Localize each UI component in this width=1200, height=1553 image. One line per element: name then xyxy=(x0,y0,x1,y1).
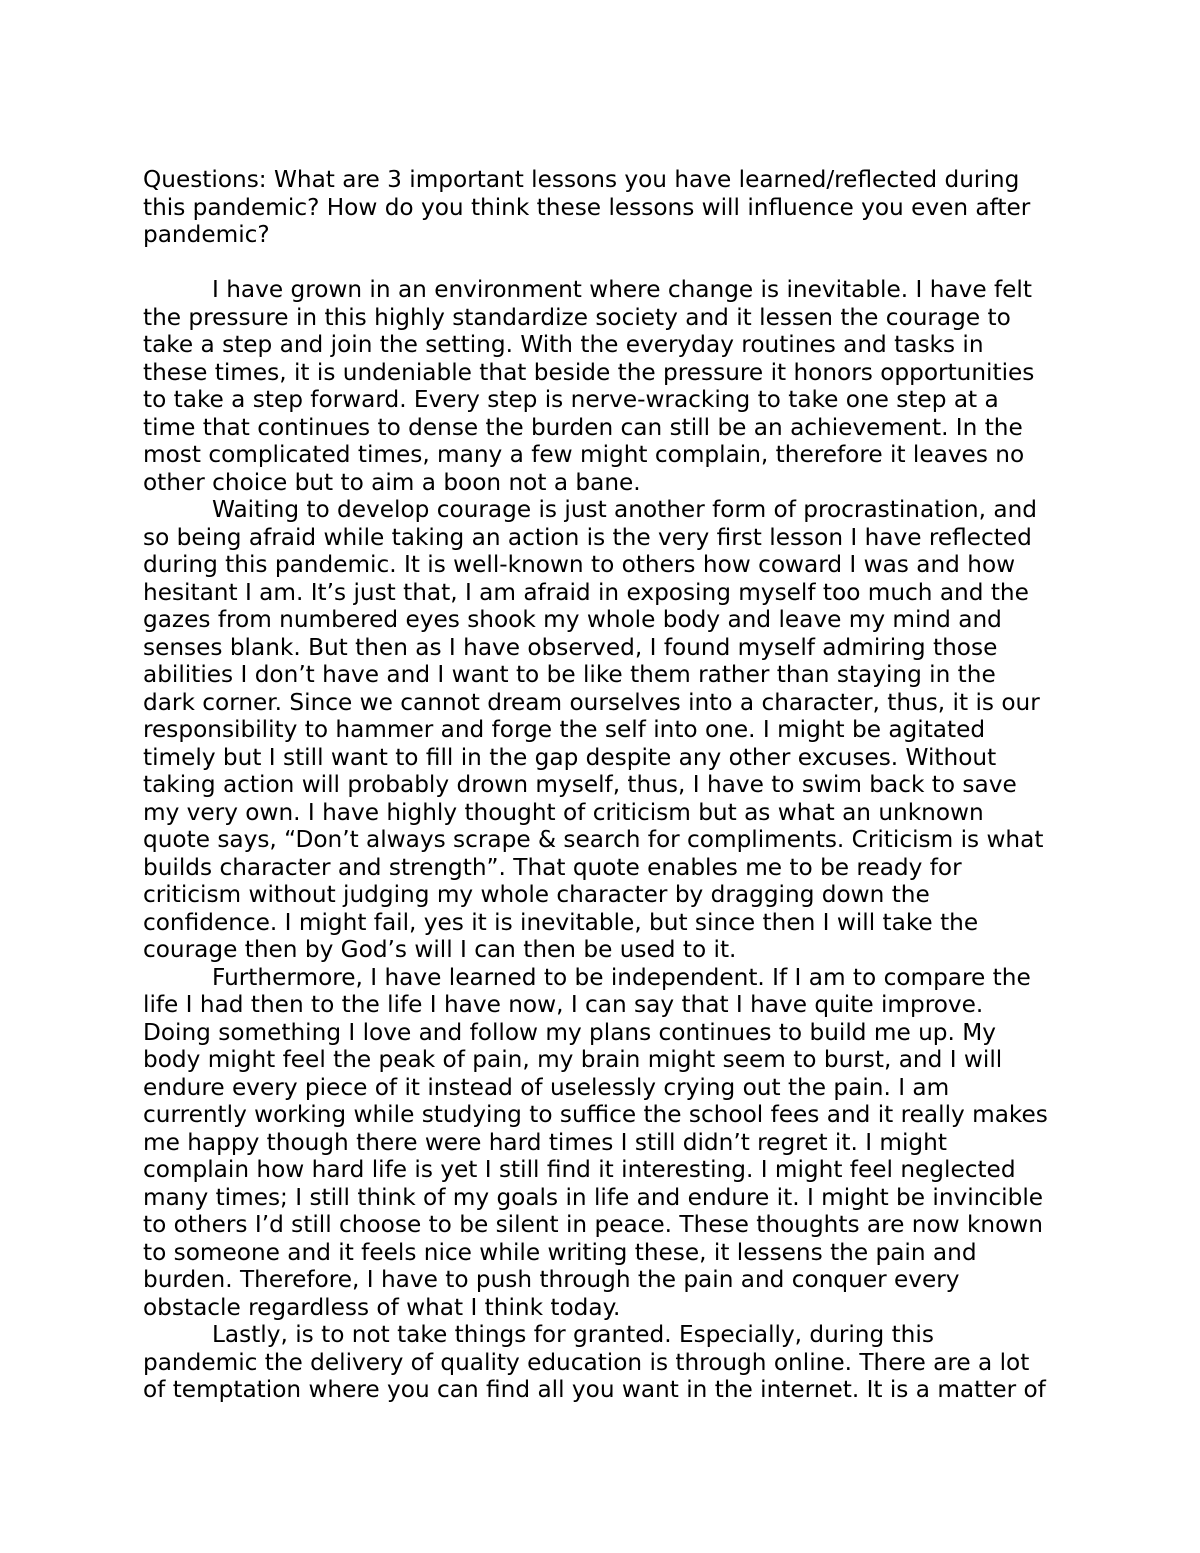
question-text: Questions: What are 3 important lessons you have learned/reflected during this pandemic? How do you think these lessons will influence you even after pandemic? xyxy=(143,166,1031,248)
paragraph-3: Furthermore, I have learned to be independent. If I am to compare the life I had then to the life I have now, I can say that I have quite improve. Doing something I love and follow my plans continues to build me up. My body might feel the peak of pain, my brain might seem to burst, and I will endure every piece of it instead of uselessly crying out the pain. I am currently working while studying to suffice the school fees and it really makes me happy though there were hard times I still didn’t regret it. I might complain how hard life is yet I still find it interesting. I might feel neglected many times; I still think of my goals in life and endure it. I might be invincible to others I’d still choose to be silent in peace. These thoughts are now known to someone and it feels nice while writing these, it lessens the pain and burden. Therefore, I have to push through the pain and conquer every obstacle regardless of what I think today. xyxy=(143,963,1048,1321)
paragraph-4: Lastly, is to not take things for granted. Especially, during this pandemic the delivery of quality education is through online. There are a lot of temptation where you can find all you want in the internet. It is a matter of xyxy=(143,1321,1046,1403)
paragraph-2: Waiting to develop courage is just another form of procrastination, and so being afraid while taking an action is the very first lesson I have reflected during this pandemic. It is well-known to others how coward I was and how hesitant I am. It’s just that, I am afraid in exposing myself too much and the gazes from numbered eyes shook my whole body and leave my mind and senses blank. But then as I have observed, I found myself admiring those abilities I don’t have and I want to be like them rather than staying in the dark corner. Since we cannot dream ourselves into a character, thus, it is our responsibility to hammer and forge the self into one. I might be agitated timely but I still want to fill in the gap despite any other excuses. Without taking action will probably drown myself, thus, I have to swim back to save my very own. I have highly thought of criticism but as what an unknown quote says, “Don’t always scrape & search for compliments. Criticism is what builds character and strength”. That quote enables me to be ready for criticism without judging my whole character by dragging down the confidence. I might fail, yes it is inevitable, but since then I will take the courage then by God’s will I can then be used to it. xyxy=(143,496,1044,963)
paragraph-1: I have grown in an environment where change is inevitable. I have felt the pressure in this highly standardize society and it lessen the courage to take a step and join the setting. With the everyday routines and tasks in these times, it is undeniable that beside the pressure it honors opportunities to take a step forward. Every step is nerve-wracking to take one step at a time that continues to dense the burden can still be an achievement. In the most complicated times, many a few might complain, therefore it leaves no other choice but to aim a boon not a bane. xyxy=(143,276,1035,496)
document-body xyxy=(143,166,1053,1404)
